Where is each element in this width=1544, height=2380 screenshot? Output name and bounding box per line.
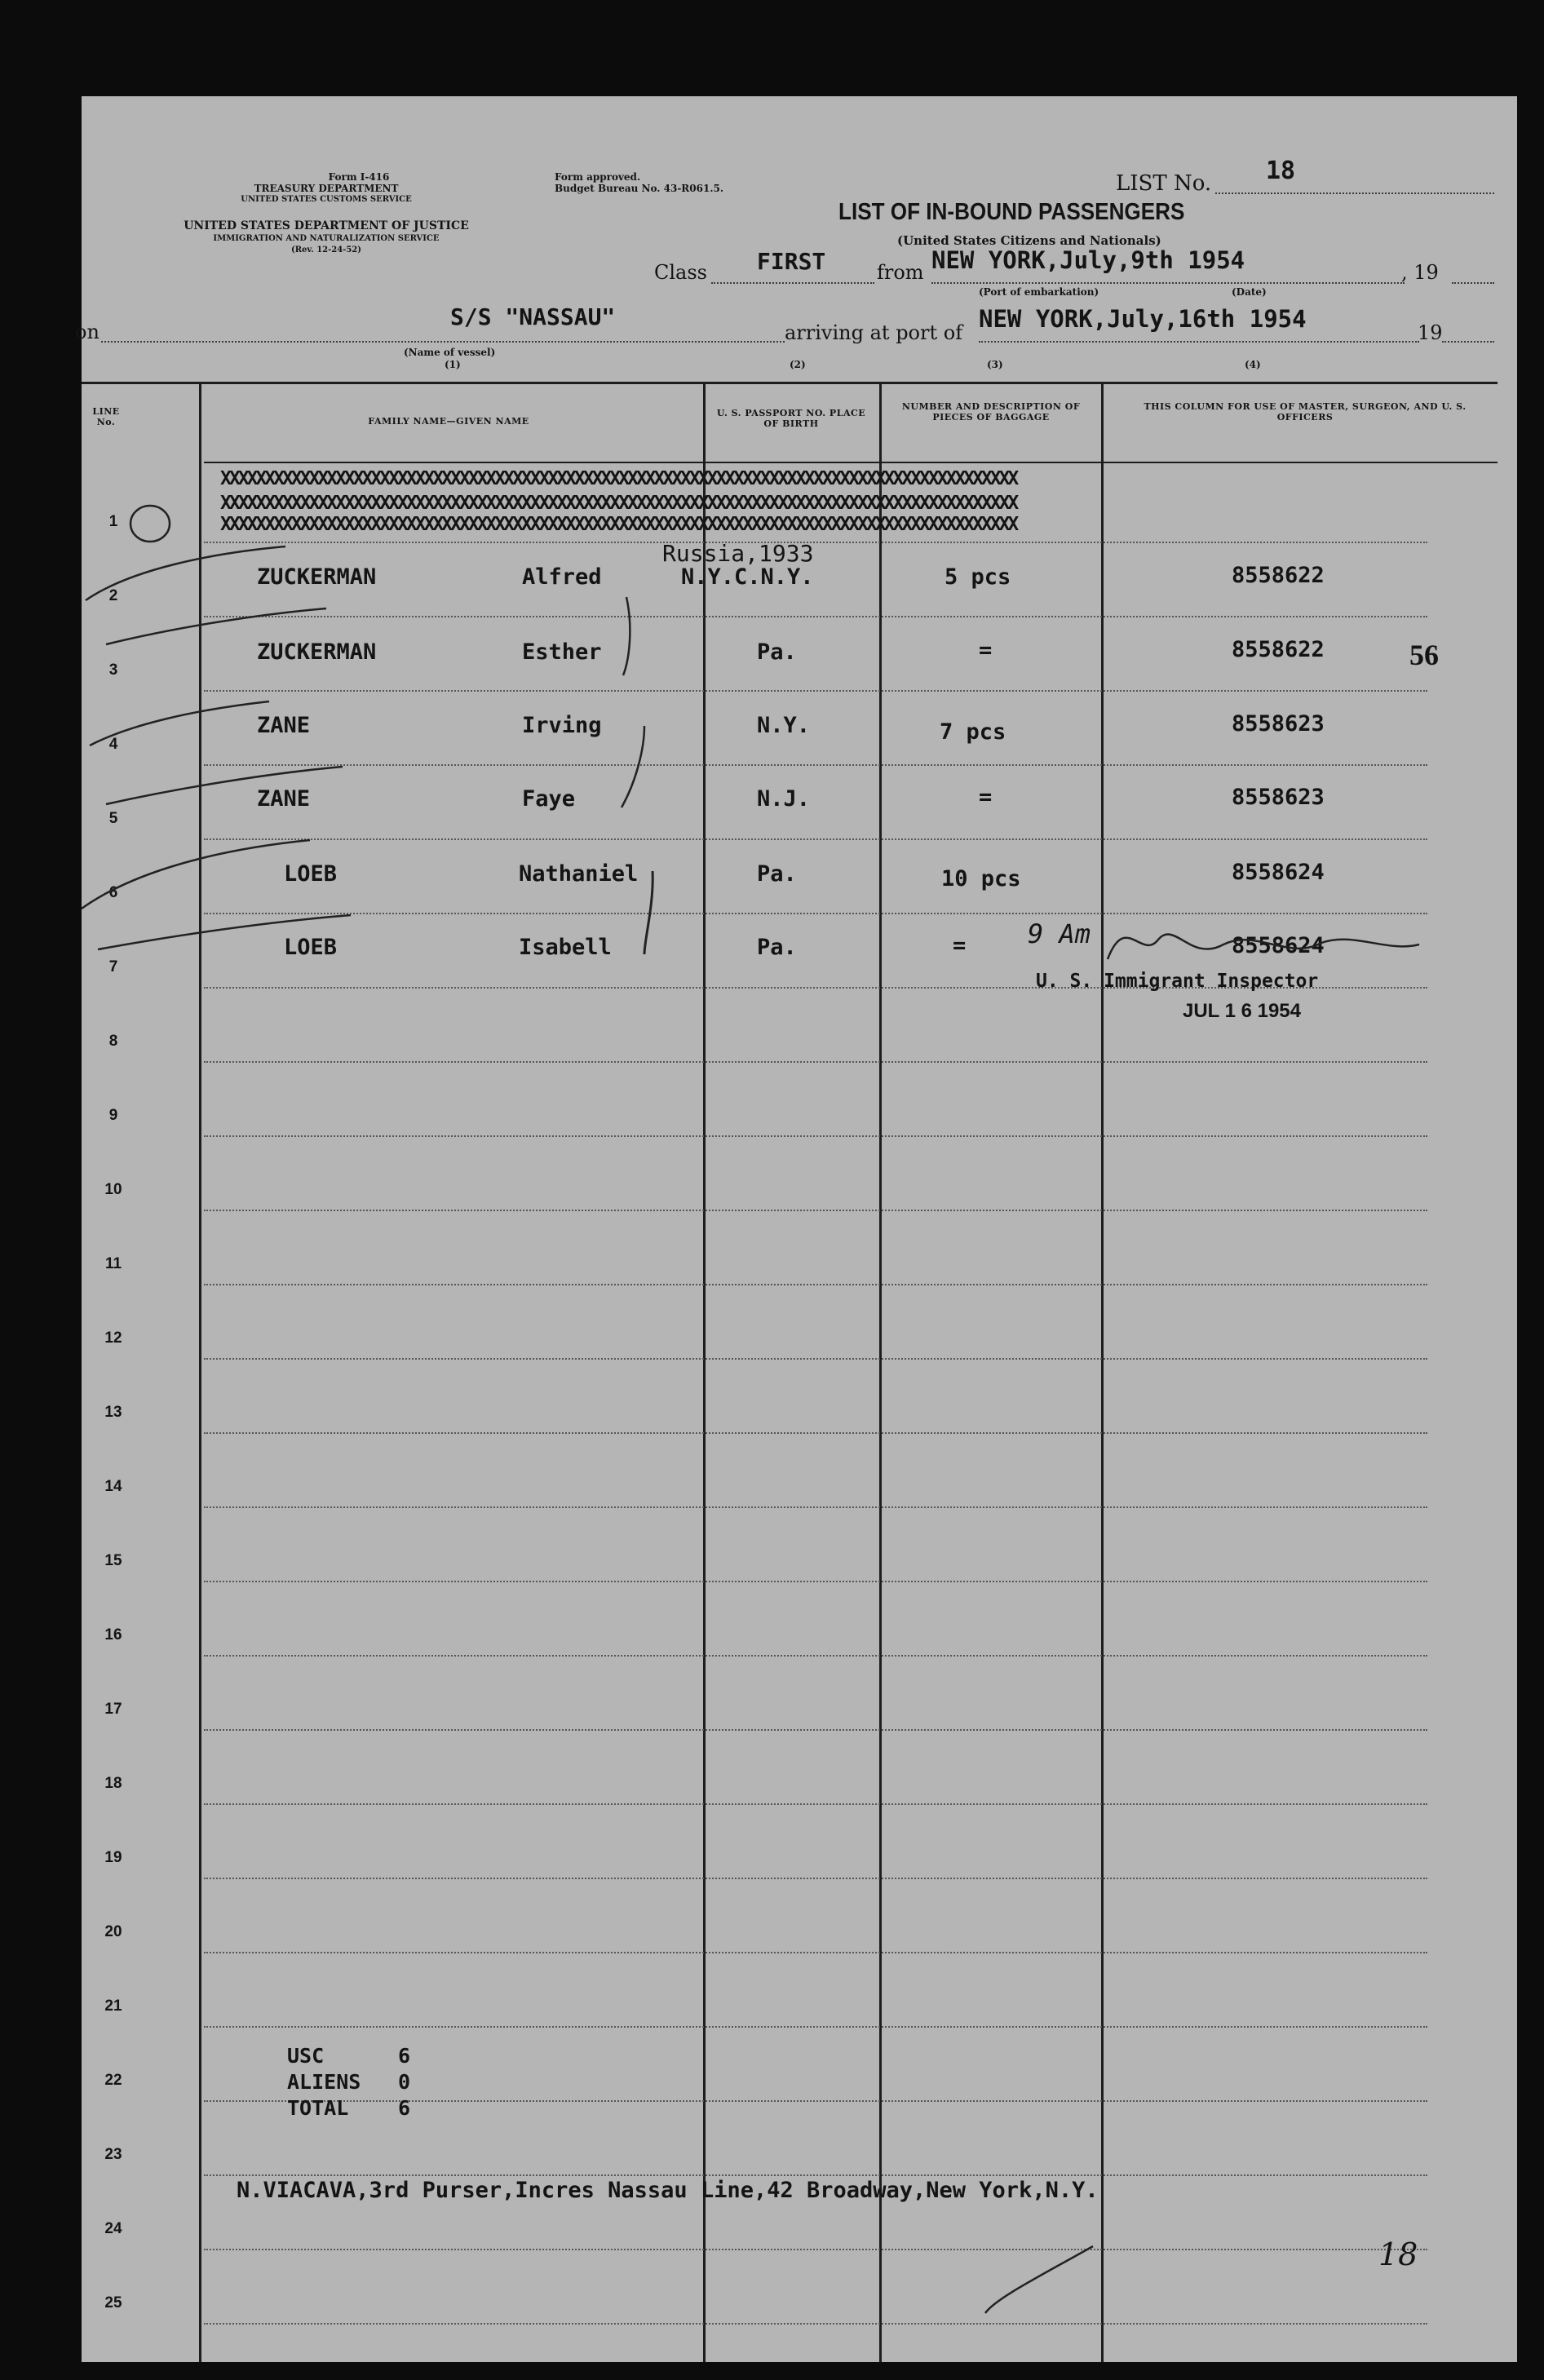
passenger-given-name: Irving bbox=[522, 713, 602, 738]
passenger-family-name: ZANE bbox=[257, 786, 311, 812]
class-label: Class bbox=[654, 261, 707, 284]
vessel-caption: (Name of vessel) bbox=[404, 347, 496, 358]
inspector-stamp-date: JUL 1 6 1954 bbox=[1183, 1000, 1301, 1022]
row-rule bbox=[204, 913, 1427, 914]
inspector-stamp-title: U. S. Immigrant Inspector bbox=[1036, 971, 1319, 992]
line-number: 21 bbox=[104, 1997, 122, 2015]
row-rule bbox=[204, 1581, 1427, 1582]
bottom-handwritten-note: 18 bbox=[1378, 2236, 1418, 2272]
passenger-baggage: = bbox=[979, 638, 993, 663]
vessel-col-number: (1) bbox=[445, 359, 461, 370]
row-rule bbox=[204, 2174, 1427, 2176]
line-number: 14 bbox=[104, 1478, 122, 1495]
form-approved: Form approved. bbox=[555, 171, 641, 183]
passenger-baggage: 7 pcs bbox=[940, 719, 1006, 745]
row-rule bbox=[204, 838, 1427, 840]
row-rule bbox=[204, 2100, 1427, 2102]
arrival-year-line bbox=[1442, 341, 1494, 343]
inspector-handwritten-time: 9 Am bbox=[1028, 918, 1091, 949]
line-number: 11 bbox=[104, 1255, 122, 1272]
passenger-baggage: 10 pcs bbox=[941, 866, 1021, 891]
line-number: 12 bbox=[104, 1329, 122, 1347]
passenger-given-name: Alfred bbox=[522, 564, 602, 590]
passenger-birthplace: Pa. bbox=[757, 935, 797, 960]
arrival-line bbox=[979, 341, 1419, 343]
on-label: on bbox=[75, 321, 100, 343]
line-number: 4 bbox=[108, 736, 118, 753]
manifest-sheet bbox=[75, 96, 1517, 2362]
bracket-mark bbox=[623, 597, 630, 675]
purser-line: N.VIACAVA,3rd Purser,Incres Nassau Line,42 Broadway,New York,N.Y. bbox=[237, 2178, 1099, 2203]
row-rule bbox=[204, 1803, 1427, 1805]
line-number: 20 bbox=[104, 1923, 122, 1940]
from-year-suffix: , 19 bbox=[1401, 261, 1439, 284]
passenger-given-name: Faye bbox=[522, 786, 576, 812]
crossed-out-row: XXXXXXXXXXXXXXXXXXXXXXXXXXXXXXXXXXXXXXXXXXXXXXXXXXXXXXXXXXXXXXXXXXXXXXXXXXXXXXXXXXXXXXXXXX bbox=[220, 493, 1017, 514]
passenger-passport-no: 8558624 bbox=[1232, 933, 1325, 958]
col3-caption: (3) bbox=[987, 359, 1003, 370]
line-number: 9 bbox=[108, 1107, 118, 1124]
line-number: 16 bbox=[104, 1626, 122, 1643]
handwritten-annotation: Russia,1933 bbox=[662, 540, 814, 567]
col-divider-lineno bbox=[199, 382, 201, 2362]
totals-usc-value: 6 bbox=[398, 2044, 411, 2068]
row-rule bbox=[204, 2249, 1427, 2250]
passenger-family-name: LOEB bbox=[284, 935, 338, 960]
col-divider-passport bbox=[879, 382, 882, 2362]
passenger-given-name: Nathaniel bbox=[519, 861, 639, 887]
from-label: from bbox=[877, 261, 924, 284]
table-top-border bbox=[82, 382, 1498, 384]
class-value: FIRST bbox=[757, 248, 826, 275]
line-number: 2 bbox=[108, 587, 118, 604]
passenger-birthplace: N.Y.C.N.Y. bbox=[681, 564, 814, 590]
passenger-passport-no: 8558624 bbox=[1232, 860, 1325, 885]
passenger-family-name: ZANE bbox=[257, 713, 311, 738]
line-number: 7 bbox=[108, 958, 118, 975]
passenger-family-name: LOEB bbox=[284, 861, 338, 887]
crossed-out-row: XXXXXXXXXXXXXXXXXXXXXXXXXXXXXXXXXXXXXXXXXXXXXXXXXXXXXXXXXXXXXXXXXXXXXXXXXXXXXXXXXXXXXXXXXX bbox=[220, 514, 1017, 535]
passenger-birthplace: Pa. bbox=[757, 861, 797, 887]
row-rule bbox=[204, 1952, 1427, 1953]
line-number: 10 bbox=[104, 1181, 122, 1198]
check-mark bbox=[985, 2246, 1093, 2313]
budget-bureau: Budget Bureau No. 43-R061.5. bbox=[555, 183, 724, 194]
from-value: NEW YORK,July,9th 1954 bbox=[931, 246, 1245, 274]
list-no-value: 18 bbox=[1266, 157, 1296, 185]
passenger-passport-no: 8558622 bbox=[1232, 637, 1325, 662]
row-rule bbox=[204, 2026, 1427, 2028]
row-rule bbox=[204, 1284, 1427, 1285]
totals-aliens-label: ALIENS bbox=[287, 2070, 361, 2094]
passenger-baggage: = bbox=[953, 933, 967, 958]
passenger-passport-no: 8558623 bbox=[1232, 711, 1325, 737]
row-rule bbox=[204, 1135, 1427, 1137]
totals-aliens-value: 0 bbox=[398, 2070, 411, 2094]
col-divider-baggage bbox=[1101, 382, 1104, 2362]
row-rule bbox=[204, 1358, 1427, 1360]
line-number: 3 bbox=[108, 661, 118, 679]
row-rule bbox=[204, 1210, 1427, 1211]
page-subtitle: (United States Citizens and Nationals) bbox=[897, 233, 1161, 248]
class-line bbox=[711, 282, 874, 284]
row-rule bbox=[204, 1061, 1427, 1063]
from-line bbox=[931, 282, 1405, 284]
bracket-mark bbox=[622, 726, 644, 807]
line-number: 19 bbox=[104, 1849, 122, 1866]
passenger-given-name: Esther bbox=[522, 639, 602, 665]
row-rule bbox=[204, 616, 1427, 617]
port-embark-caption: (Port of embarkation) bbox=[979, 286, 1099, 298]
treasury-label: TREASURY DEPARTMENT bbox=[254, 183, 399, 194]
passenger-passport-no: 8558623 bbox=[1232, 785, 1325, 810]
line-number: 13 bbox=[104, 1404, 122, 1421]
line-number: 6 bbox=[108, 884, 118, 901]
line-number: 17 bbox=[104, 1701, 122, 1718]
line-number: 22 bbox=[104, 2072, 122, 2089]
row-rule bbox=[204, 764, 1427, 766]
row-rule bbox=[204, 690, 1427, 692]
line-number: 1 bbox=[108, 513, 118, 530]
justice-label: UNITED STATES DEPARTMENT OF JUSTICE bbox=[184, 219, 469, 232]
passenger-birthplace: Pa. bbox=[757, 639, 797, 665]
row-rule bbox=[204, 1729, 1427, 1731]
page-title: LIST OF IN-BOUND PASSENGERS bbox=[838, 199, 1185, 225]
passenger-birthplace: N.Y. bbox=[757, 713, 811, 738]
row-rule bbox=[204, 1655, 1427, 1657]
col-divider-name bbox=[703, 382, 706, 2362]
passenger-given-name: Isabell bbox=[519, 935, 612, 960]
arrival-value: NEW YORK,July,16th 1954 bbox=[979, 305, 1307, 333]
passenger-baggage: = bbox=[979, 785, 993, 810]
list-no-line bbox=[1215, 192, 1494, 194]
header-passport: U. S. PASSPORT NO. PLACE OF BIRTH bbox=[716, 408, 866, 429]
passenger-birthplace: N.J. bbox=[757, 786, 811, 812]
header-officers: THIS COLUMN FOR USE OF MASTER, SURGEON, AND U. S. OFFICERS bbox=[1144, 401, 1467, 422]
line-number: 5 bbox=[108, 810, 118, 827]
from-year-line bbox=[1452, 282, 1494, 284]
crossed-out-row: XXXXXXXXXXXXXXXXXXXXXXXXXXXXXXXXXXXXXXXXXXXXXXXXXXXXXXXXXXXXXXXXXXXXXXXXXXXXXXXXXXXXXXXXXX bbox=[220, 468, 1017, 489]
arrival-year: 19 bbox=[1418, 321, 1443, 344]
passenger-family-name: ZUCKERMAN bbox=[257, 639, 377, 665]
totals-usc-label: USC bbox=[287, 2044, 325, 2068]
line-number: 25 bbox=[104, 2294, 122, 2311]
row-rule bbox=[204, 542, 1427, 543]
line-number: 18 bbox=[104, 1775, 122, 1792]
list-no-label: LIST No. bbox=[1116, 171, 1212, 196]
line-number: 23 bbox=[104, 2146, 122, 2163]
vessel-line bbox=[101, 341, 785, 343]
passenger-passport-no: 8558622 bbox=[1232, 563, 1325, 588]
totals-total-label: TOTAL bbox=[287, 2096, 349, 2120]
passenger-baggage: 5 pcs bbox=[945, 564, 1011, 590]
header-line-no: LINE No. bbox=[92, 406, 120, 427]
line-number: 8 bbox=[108, 1033, 118, 1050]
arriving-label: arriving at port of bbox=[785, 321, 963, 344]
header-baggage: NUMBER AND DESCRIPTION OF PIECES OF BAGGAGE bbox=[901, 401, 1081, 422]
vessel-value: S/S "NASSAU" bbox=[450, 303, 616, 330]
passenger-family-name: ZUCKERMAN bbox=[257, 564, 377, 590]
handwriting-marks bbox=[82, 96, 1517, 2362]
row-rule bbox=[204, 1432, 1427, 1434]
line-number: 24 bbox=[104, 2220, 122, 2237]
line-number: 15 bbox=[104, 1552, 122, 1569]
totals-total-value: 6 bbox=[398, 2096, 411, 2120]
header-name: FAMILY NAME—GIVEN NAME bbox=[368, 416, 529, 427]
date-caption: (Date) bbox=[1232, 286, 1267, 298]
rev-label: (Rev. 12-24-52) bbox=[291, 246, 361, 254]
col4-caption: (4) bbox=[1245, 359, 1261, 370]
table-header-bottom bbox=[204, 462, 1498, 463]
col2-caption: (2) bbox=[790, 359, 806, 370]
row-rule bbox=[204, 1878, 1427, 1879]
customs-label: UNITED STATES CUSTOMS SERVICE bbox=[241, 195, 412, 204]
row-rule bbox=[204, 2323, 1427, 2325]
margin-note: 56 bbox=[1409, 639, 1439, 671]
form-number: Form I-416 bbox=[328, 171, 390, 183]
immigration-label: IMMIGRATION AND NATURALIZATION SERVICE bbox=[213, 234, 440, 243]
row-rule bbox=[204, 1506, 1427, 1508]
